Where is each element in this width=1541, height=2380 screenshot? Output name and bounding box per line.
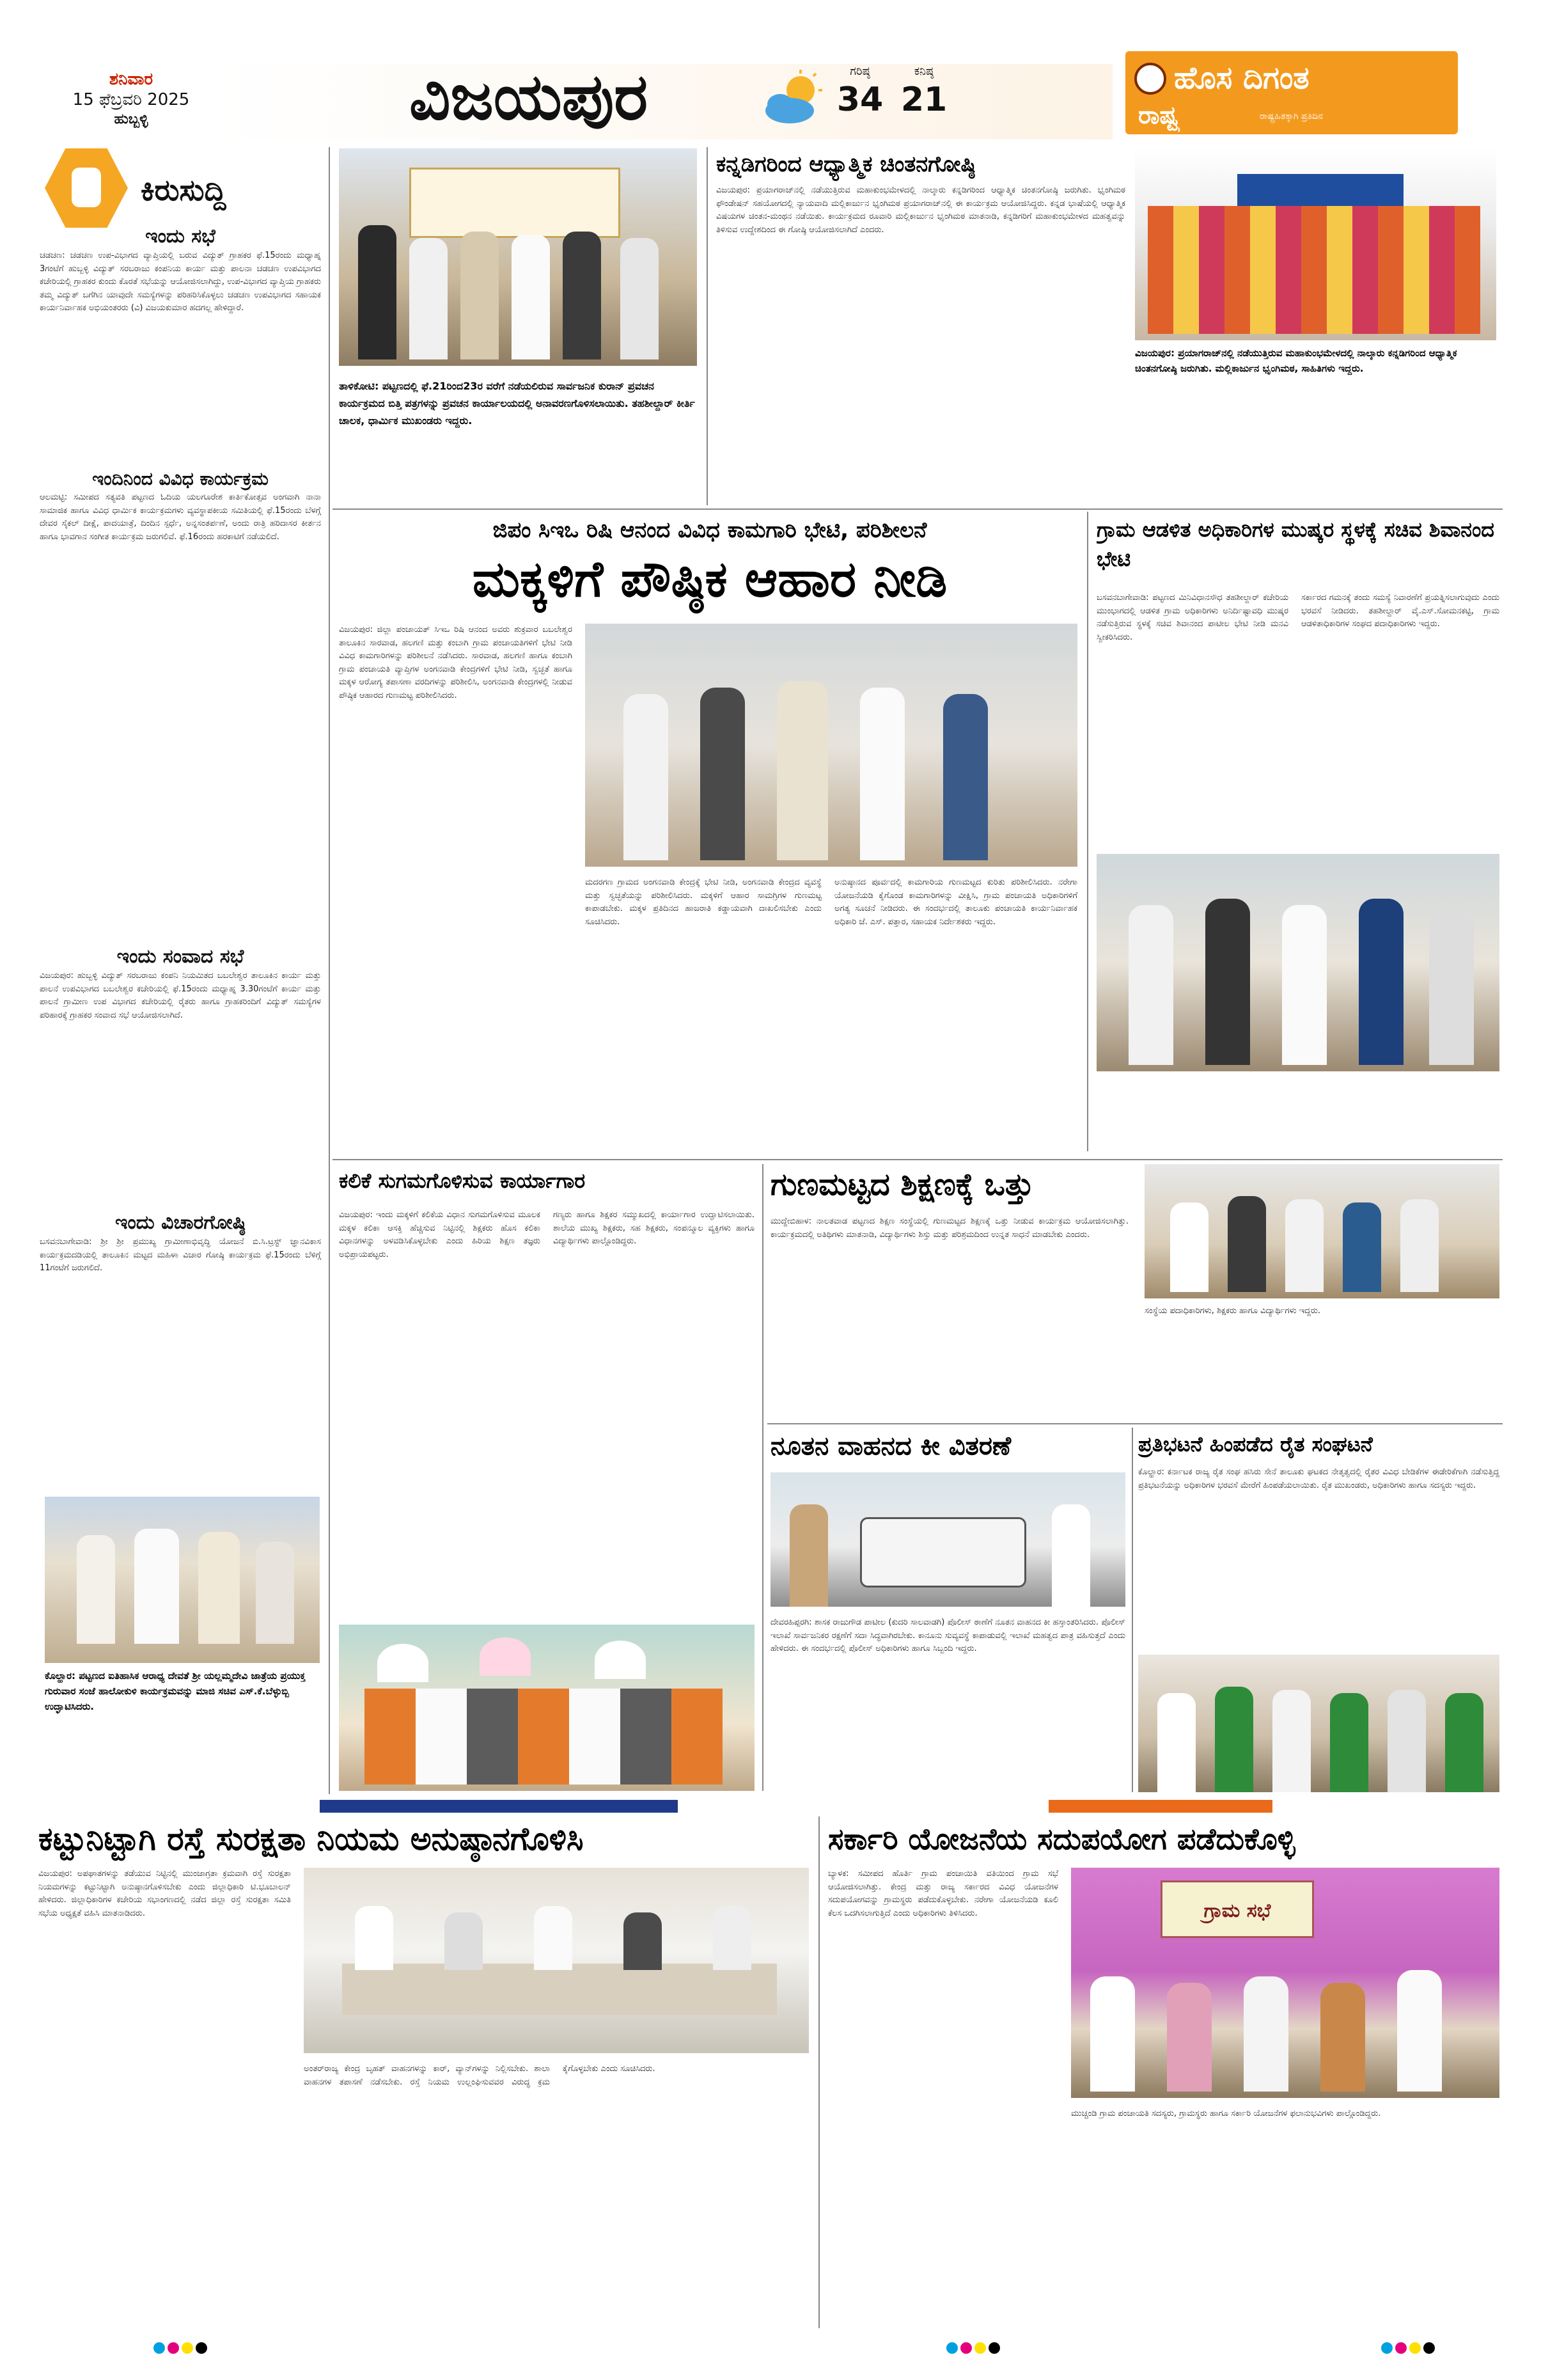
scheme-banner xyxy=(1161,1880,1314,1938)
col-rule-2 xyxy=(707,147,708,505)
brief-4 xyxy=(40,1210,321,1492)
minister-story xyxy=(1097,515,1499,1155)
quality-caption: ಸಂಸ್ಥೆಯ ಪದಾಧಿಕಾರಿಗಳು, ಶಿಕ್ಷಕರು ಹಾಗೂ ವಿದ್ಯಾರ್ಥಿಗಳು ಇದ್ದರು. xyxy=(1145,1306,1321,1316)
band-left xyxy=(320,1800,678,1813)
school-photo xyxy=(339,1625,755,1791)
brief-2 xyxy=(40,467,321,940)
brief-3-body: ವಿಜಯಪುರ: ಹುಬ್ಬಳ್ಳಿ ವಿದ್ಯುತ್ ಸರಬರಾಜು ಕಂಪನಿ ನಿಯಮಿತದ ಬಬಲೇಶ್ವರ ತಾಲೂಕಿನ ಕಾರ್ಯ ಮತ್ತು ಪಾಲನೆ ಉಪವಿಭಾಗದ ಬಬಲೇಶ್ವರ ಕಚೇರಿಯಲ್ಲಿ ಫೆ.15ರಂದು ಮಧ್ಯಾಹ್ನ 3.30ಗಂಟೆಗೆ ಕಾರ್ಯ ಮತ್ತು ಪಾಲನೆ ಗ್ರಾಮೀಣ ಉಪ ವಿಭಾಗದ ಕಚೇರಿಯಲ್ಲಿ ರೈತರು ಹಾಗೂ ಗ್ರಾಹಕರಿಂದಿಗೆ ವಿದ್ಯುತ್ ಸಮಸ್ಯೆಗಳ ಪರಿಹಾರಕ್ಕೆ ಗ್ರಾಹಕರ ಸಂವಾದ ಸಭೆ ಆಯೋಜಿಸಲಾಗಿದೆ. xyxy=(40,971,321,1020)
col-rule-4 xyxy=(762,1164,763,1791)
masthead: ವಿಜಯಪುರ xyxy=(409,59,648,134)
farmers-photo xyxy=(1138,1655,1499,1792)
row-rule-3 xyxy=(767,1423,1503,1424)
quality-photo xyxy=(1145,1164,1499,1298)
spiritual-caption: ವಿಜಯಪುರ: ಪ್ರಯಾಗರಾಜ್‌ನಲ್ಲಿ ನಡೆಯುತ್ತಿರುವ ಮಹಾಕುಂಭಮೇಳದಲ್ಲಿ ನಾಲ್ಕಾರು ಕನ್ನಡಿಗರಿಂದ ಆಧ್ಯಾತ್ಮಿಕ ಚಿಂತನಗೋಷ್ಠಿ ಜರುಗಿತು. ಮಲ್ಲಿಕಾರ್ಜುನ ಭೃಂಗಿಮಠ, ಸಾಹಿತಿಗಳು ಇದ್ದರು. xyxy=(1135,347,1457,374)
lead-kicker: ಜಿಪಂ ಸಿಇಒ ರಿಷಿ ಆನಂದ ವಿವಿಧ ಕಾಮಗಾರಿ ಭೇಟಿ, ಪರಿಶೀಲನೆ xyxy=(492,517,927,543)
scheme-body: ಬ್ಯಾಳಕ: ಸಮೀಪದ ಹೊರ್ತಿ ಗ್ರಾಮ ಪಂಚಾಯಿತಿ ವತಿಯಿಂದ ಗ್ರಾಮ ಸಭೆ ಆಯೋಜಿಸಲಾಗಿತ್ತು. ಕೇಂದ್ರ ಮತ್ತು ರಾಜ್ಯ ಸರ್ಕಾರದ ವಿವಿಧ ಯೋಜನೆಗಳ ಸದುಪಯೋಗವನ್ನು ಗ್ರಾಮಸ್ಥರು ಪಡೆದುಕೊಳ್ಳಬೇಕು. ನರೇಗಾ ಯೋಜನೆಯಡಿ ಕೂಲಿ ಕೆಲಸ ಒದಗಿಸಲಾಗುತ್ತಿದೆ ಎಂದು ಅಧಿಕಾರಿಗಳು ತಿಳಿಸಿದರು. xyxy=(828,1869,1058,1918)
school-body-2: ಗಣ್ಯರು ಹಾಗೂ ಶಿಕ್ಷಕರ ಸಮ್ಮುಖದಲ್ಲಿ ಕಾರ್ಯಾಗಾರ ಉದ್ಘಾಟಿಸಲಾಯಿತು. ಶಾಲೆಯ ಮುಖ್ಯ ಶಿಕ್ಷಕರು, ಸಹ ಶಿಕ್ಷಕರು, ಸಂಪನ್ಮೂಲ ವ್ಯಕ್ತಿಗಳು ಹಾಗೂ ವಿದ್ಯಾರ್ಥಿಗಳು ಪಾಲ್ಗೊಂಡಿದ್ದರು. xyxy=(553,1210,755,1246)
row-rule-2 xyxy=(332,1159,1503,1160)
vehicle-head: ನೂತನ ವಾಹನದ ಕೀ ವಿತರಣೆ xyxy=(770,1431,1012,1461)
minister-body-2: ಸರ್ಕಾರದ ಗಮನಕ್ಕೆ ತಂದು ಸಮಸ್ಯೆ ನಿವಾರಣೆಗೆ ಪ್ರಯತ್ನಿಸಲಾಗುವುದು ಎಂದು ಭರವಸೆ ನೀಡಿದರು. ತಹಶೀಲ್ದಾರ್ ವೈ.ಎಸ್.ಸೋಮನಕಟ್ಟಿ, ಗ್ರಾಮ ಆಡಳಿತಾಧಿಕಾರಿಗಳ ಸಂಘದ ಪದಾಧಿಕಾರಿಗಳು ಇದ್ದರು. xyxy=(1301,593,1499,629)
row-rule-1 xyxy=(332,508,1503,510)
quality-story xyxy=(770,1164,1499,1420)
weather-icon xyxy=(761,67,825,131)
vehicle-photo xyxy=(770,1472,1125,1607)
talikoti-caption: ತಾಳಿಕೋಟಿ: ಪಟ್ಟಣದಲ್ಲಿ ಫೆ.21ರಿಂದ23ರ ವರೆಗೆ ನಡೆಯಲಿರುವ ಸಾರ್ವಜನಿಕ ಕುರಾನ್ ಪ್ರವಚನ ಕಾರ್ಯಕ್ರಮದ ಬಿತ್ತಿ ಪತ್ರಗಳನ್ನು ಪ್ರವಚನ ಕಾರ್ಯಾಲಯದಲ್ಲಿ ಅನಾವರಣಗೊಳಿಸಲಾಯಿತು. ತಹಶೀಲ್ದಾರ್ ಕೀರ್ತಿ ಚಾಲಕ, ಧಾರ್ಮಿಕ ಮುಖಂಡರು ಇದ್ದರು. xyxy=(339,380,695,427)
col-rule-6 xyxy=(818,1817,820,2328)
brand-logo xyxy=(1125,51,1458,134)
brief-1-head: ಇಂದು ಸಭೆ xyxy=(145,225,215,248)
lead-body-1: ವಿಜಯಪುರ: ಜಿಲ್ಲಾ ಪಂಚಾಯತ್ ಸಿಇಒ ರಿಷಿ ಆನಂದ ಅವರು ಶುಕ್ರವಾರ ಬಬಲೇಶ್ವರ ತಾಲೂಕಿನ ಸಾರವಾಡ, ಹಲಗಣಿ ಮತ್ತು ಕಂಬಾಗಿ ಗ್ರಾಮ ಪಂಚಾಯತಿಗಳಿಗೆ ಭೇಟಿ ನೀಡಿ ವಿವಿಧ ಕಾಮಗಾರಿಗಳನ್ನು ಪರಿಶೀಲನೆ ನಡೆಸಿದರು. ಸಾರವಾಡ, ಹಲಗಣಿ ಹಾಗೂ ಕಂಬಾಗಿ ಗ್ರಾಮ ಪಂಚಾಯತಿ ವ್ಯಾಪ್ತಿಗಳ ಅಂಗನವಾಡಿ ಕೇಂದ್ರಗಳಿಗೆ ಭೇಟಿ ನೀಡಿ, ಸ್ವಚ್ಛತೆ ಹಾಗೂ ಮಕ್ಕಳ ಆರೋಗ್ಯ ತಪಾಸಣಾ ವರದಿಗಳನ್ನು ಪರಿಶೀಲಿಸಿ, ಅಂಗನವಾಡಿ ಕೇಂದ್ರಗಳಲ್ಲಿ ನೀಡುವ ಪೌಷ್ಠಿಕ ಆಹಾರದ ಗುಣಮಟ್ಟ ಪರಿಶೀಲಿಸಿದರು. xyxy=(339,625,572,700)
col-rule-5 xyxy=(1132,1428,1133,1792)
max-label: ಗರಿಷ್ಠ xyxy=(850,65,870,78)
lead-photo xyxy=(585,624,1077,867)
min-temp: 21 xyxy=(900,81,948,119)
col-rule-1 xyxy=(329,147,330,1794)
minister-photo xyxy=(1097,854,1499,1071)
date-box xyxy=(58,69,205,139)
brief-3-head: ಇಂದು ಸಂವಾದ ಸಭೆ xyxy=(116,945,244,968)
day: ಶನಿವಾರ xyxy=(109,70,153,89)
school-story xyxy=(339,1164,755,1791)
hand-icon xyxy=(45,148,128,228)
farmers-body: ಕೊಲ್ಹಾರ: ಕರ್ನಾಟಕ ರಾಜ್ಯ ರೈತ ಸಂಘ ಹಸಿರು ಸೇನೆ ತಾಲೂಕು ಘಟಕದ ನೇತೃತ್ವದಲ್ಲಿ ರೈತರ ವಿವಿಧ ಬೇಡಿಕೆಗಳ ಈಡೇರಿಕೆಗಾಗಿ ನಡೆಸುತ್ತಿದ್ದ ಪ್ರತಿಭಟನೆಯನ್ನು ಅಧಿಕಾರಿಗಳ ಭರವಸೆ ಮೇರೆಗೆ ಹಿಂಪಡೆಯಲಾಯಿತು. ರೈತ ಮುಖಂಡರು, ಅಧಿಕಾರಿಗಳು ಹಾಗೂ ಸದಸ್ಯರು ಇದ್ದರು. xyxy=(1138,1467,1499,1490)
kiru-sudhi-logo xyxy=(45,148,313,232)
scheme-body-2: ಮುಚ್ಚಂಡಿ ಗ್ರಾಮ ಪಂಚಾಯತಿ ಸದಸ್ಯರು, ಗ್ರಾಮಸ್ಥರು ಹಾಗೂ ಸರ್ಕಾರಿ ಯೋಜನೆಗಳ ಫಲಾನುಭವಿಗಳು ಪಾಲ್ಗೊಂಡಿದ್ದರು. xyxy=(1071,2109,1381,2118)
brief-4-head: ಇಂದು ವಿಚಾರಗೋಷ್ಠಿ xyxy=(114,1211,246,1234)
min-temp-box xyxy=(895,64,953,134)
max-temp-box xyxy=(831,64,889,134)
brief-1-body: ಚಡಚಣ: ಚಡಚಣ ಉಪ-ವಿಭಾಗದ ವ್ಯಾಪ್ತಿಯಲ್ಲಿ ಬರುವ ವಿದ್ಯುತ್ ಗ್ರಾಹಕರ ಫೆ.15ರಂದು ಮಧ್ಯಾಹ್ನ 3ಗಂಟೆಗೆ ಹುಬ್ಬಳ್ಳಿ ವಿದ್ಯುತ್ ಸರಬರಾಜು ಕಂಪನಿಯ ಕಾರ್ಯ ಮತ್ತು ಪಾಲನಾ ಚಡಚಣ ಉಪವಿಭಾಗದ ಕಚೇರಿಯಲ್ಲಿ ಗ್ರಾಹಕರ ಕುಂದು ಕೊರತೆ ಸಭೆಯನ್ನು ಆಯೋಜಿಸಲಾಗಿದ್ದು, ಉಪ-ವಿಭಾಗದ ವ್ಯಾಪ್ತಿಯ ಗ್ರಾಹಕರು ತಮ್ಮ ವಿದ್ಯುತ್ ಬಗೆಗಿನ ಯಾವುದೇ ಸಮಸ್ಯೆಗಳನ್ನು ಪರಿಹರಿಸಿಕೊಳ್ಳಲು ಚಡಚಣ ಉಪವಿಭಾಗದ ಸಹಾಯಕ ಕಾರ್ಯನಿರ್ವಾಹಕ ಅಭಿಯಂತರರು (ವಿ) ವಿಜಯಕುಮಾರ ಹದಗಲ್ಲ ಹೇಳಿದ್ದಾರೆ. xyxy=(40,251,321,313)
band-right xyxy=(1049,1800,1272,1813)
spiritual-photo xyxy=(1135,148,1496,340)
vehicle-story xyxy=(770,1428,1125,1792)
road-head: ಕಟ್ಟುನಿಟ್ಟಾಗಿ ರಸ್ತೆ ಸುರಕ್ಷತಾ ನಿಯಮ ಅನುಷ್ಠಾನಗೊಳಿಸಿ xyxy=(38,1820,584,1857)
talikoti-photo xyxy=(339,148,697,366)
header xyxy=(0,0,1541,144)
print-marks-left xyxy=(153,2342,230,2358)
lead-body-2: ಮದರಗಣ ಗ್ರಾಮದ ಅಂಗನವಾಡಿ ಕೇಂದ್ರಕ್ಕೆ ಭೇಟಿ ನೀಡಿ, ಅಂಗನವಾಡಿ ಕೇಂದ್ರದ ವ್ಯವಸ್ಥೆ ಮತ್ತು ಸ್ವಚ್ಛತೆಯನ್ನು ಪರಿಶೀಲಿಸಿದರು. ಮಕ್ಕಳಿಗೆ ಆಹಾರ ಸಾಮಗ್ರಿಗಳ ಗುಣಮಟ್ಟ ಕಾಪಾಡಬೇಕು. ಮಕ್ಕಳ ಪ್ರತಿದಿನದ ಹಾಜರಾತಿ ಕಡ್ಡಾಯವಾಗಿ ದಾಖಲಿಸಬೇಕು ಎಂದು ಸೂಚಿಸಿದರು. xyxy=(585,878,822,927)
lead-body-3: ಅನುಷ್ಠಾನದ ಪೂರ್ವದಲ್ಲಿ ಕಾಮಗಾರಿಯ ಗುಣಮಟ್ಟದ ಕುರಿತು ಪರಿಶೀಲಿಸಿದರು. ನರೇಗಾ ಯೋಜನೆಯಡಿ ಕೈಗೊಂಡ ಕಾಮಗಾರಿಗಳನ್ನು ವೀಕ್ಷಿಸಿ, ಗ್ರಾಮ ಪಂಚಾಯತಿ ಅಧಿಕಾರಿಗಳಿಗೆ ಅಗತ್ಯ ಸೂಚನೆ ನೀಡಿದರು. ಈ ಸಂದರ್ಭದಲ್ಲಿ ತಾಲೂಕು ಪಂಚಾಯತಿ ಕಾರ್ಯನಿರ್ವಾಹಕ ಅಧಿಕಾರಿ ಜೆ. ಎಸ್. ಪತ್ತಾರ, ಸಹಾಯಕ ನಿರ್ದೇಶಕರು ಇದ್ದರು. xyxy=(834,878,1077,927)
school-head: ಕಲಿಕೆ ಸುಗಮಗೊಳಿಸುವ ಕಾರ್ಯಾಗಾರ xyxy=(339,1169,586,1193)
vehicle-body: ದೇವರಹಿಪ್ಪರಗಿ: ಶಾಸಕ ರಾಜುಗೌಡ ಪಾಟೀಲ (ಕುದರಿ ಸಾಲವಾಡಗಿ) ಪೊಲೀಸ್ ಠಾಣೆಗೆ ನೂತನ ವಾಹನದ ಕೀ ಹಸ್ತಾಂತರಿಸಿದರು. ಪೊಲೀಸ್ ಇಲಾಖೆ ಸಾರ್ವಜನಿಕರ ರಕ್ಷಣೆಗೆ ಸದಾ ಸಿದ್ಧವಾಗಿರಬೇಕು. ಕಾನೂನು ಸುವ್ಯವಸ್ಥೆ ಕಾಪಾಡುವಲ್ಲಿ ಇಲಾಖೆ ಮಹತ್ವದ ಪಾತ್ರ ವಹಿಸುತ್ತದೆ ಎಂದು ಹೇಳಿದರು. ಈ ಸಂದರ್ಭದಲ್ಲಿ ಪೊಲೀಸ್ ಅಧಿಕಾರಿಗಳು ಹಾಗೂ ಸಿಬ್ಬಂದಿ ಇದ್ದರು. xyxy=(770,1618,1125,1653)
brand-emblem-icon xyxy=(1134,63,1166,95)
quality-body: ಮುದ್ದೇಬಿಹಾಳ: ನಾಲತವಾಡ ಪಟ್ಟಣದ ಶಿಕ್ಷಣ ಸಂಸ್ಥೆಯಲ್ಲಿ ಗುಣಮಟ್ಟದ ಶಿಕ್ಷಣಕ್ಕೆ ಒತ್ತು ನೀಡುವ ಕಾರ್ಯಕ್ರಮ ಆಯೋಜಿಸಲಾಗಿತ್ತು. ಕಾರ್ಯಕ್ರಮದಲ್ಲಿ ಅತಿಥಿಗಳು ಮಾತನಾಡಿ, ವಿದ್ಯಾರ್ಥಿಗಳು ಶಿಸ್ತು ಮತ್ತು ಪರಿಶ್ರಮದಿಂದ ಉನ್ನತ ಸಾಧನೆ ಮಾಡಬೇಕು ಎಂದರು. xyxy=(770,1217,1129,1240)
kiru-sudhi-title: ಕಿರುಸುದ್ದಿ xyxy=(141,173,226,207)
spiritual-body: ವಿಜಯಪುರ: ಪ್ರಯಾಗರಾಜ್‌ನಲ್ಲಿ ನಡೆಯುತ್ತಿರುವ ಮಹಾಕುಂಭಮೇಳದಲ್ಲಿ ನಾಲ್ಕಾರು ಕನ್ನಡಿಗರಿಂದ ಆಧ್ಯಾತ್ಮಿಕ ಚಿಂತನಗೋಷ್ಠಿ ಜರುಗಿತು. ಭೃಂಗಿಮಠ ಫೌಂಡೇಷನ್ ಸಹಯೋಗದಲ್ಲಿ ನ್ಯಾಯವಾದಿ ಮಲ್ಲಿಕಾರ್ಜುನ ಭೃಂಗಿಮಠ ಪ್ರಯಾಗರಾಜ್‌ನಲ್ಲಿ ಈ ಕಾರ್ಯಕ್ರಮ ಆಯೋಜಿಸಿದ್ದರು. ಕನ್ನಡ ಭಾಷೆಯಲ್ಲಿ ಆಧ್ಯಾತ್ಮಿಕ ವಿಷಯಗಳ ಚಿಂತನ-ಮಂಥನ ನಡೆಯಿತು. ಕಾರ್ಯಕ್ರಮದ ರೂವಾರಿ ಮಲ್ಲಿಕಾರ್ಜುನ ಭೃಂಗಿಮಠ ಮಾತನಾಡಿ, ಕನ್ನಡಿಗರಿಗೆ ಮಹಾಕುಂಭಮೇಳದ ಮಹತ್ವವನ್ನು ತಿಳಿಸುವ ಉದ್ದೇಶದಿಂದ ಈ ಗೋಷ್ಠಿ ಆಯೋಜಿಸಲಾಗಿದೆ ಎಂದರು. xyxy=(716,185,1125,235)
road-body-1: ವಿಜಯಪುರ: ಅಪಘಾತಗಳನ್ನು ತಡೆಯುವ ನಿಟ್ಟಿನಲ್ಲಿ ಮುಂಜಾಗ್ರತಾ ಕ್ರಮವಾಗಿ ರಸ್ತೆ ಸುರಕ್ಷತಾ ನಿಯಮಗಳನ್ನು ಕಟ್ಟುನಿಟ್ಟಾಗಿ ಅನುಷ್ಠಾನಗೊಳಿಸಬೇಕು ಎಂದು ಜಿಲ್ಲಾಧಿಕಾರಿ ಟಿ.ಭೂಬಾಲನ್ ಹೇಳಿದರು. ಜಿಲ್ಲಾಧಿಕಾರಿಗಳ ಕಚೇರಿಯ ಸಭಾಂಗಣದಲ್ಲಿ ನಡೆದ ಜಿಲ್ಲಾ ರಸ್ತೆ ಸುರಕ್ಷತಾ ಸಮಿತಿ ಸಭೆಯ ಅಧ್ಯಕ್ಷತೆ ವಹಿಸಿ ಮಾತನಾಡಿದರು. xyxy=(38,1869,291,1918)
date: 15 ಫೆಬ್ರವರಿ 2025 xyxy=(72,90,190,109)
brief-1 xyxy=(40,224,321,493)
city: ಹುಬ್ಬಳ್ಳಿ xyxy=(114,111,148,127)
print-marks-center xyxy=(946,2342,1023,2358)
brand-name: ಹೊಸ ದಿಗಂತ xyxy=(1174,60,1310,96)
brand-tagline: ರಾಷ್ಟ್ರಹಿತಕ್ಕಾಗಿ ಪ್ರತಿದಿನ xyxy=(1260,111,1323,122)
brief-3 xyxy=(40,944,321,1219)
col-rule-3 xyxy=(1087,512,1088,1151)
brief-photo-caption: ಕೊಲ್ಹಾರ: ಪಟ್ಟಣದ ಐತಿಹಾಸಿಕ ಆರಾಧ್ಯ ದೇವತೆ ಶ್ರೀ ಯಲ್ಲಮ್ಮದೇವಿ ಜಾತ್ರೆಯ ಪ್ರಯುಕ್ತ ಗುರುವಾರ ಸಂಜೆ ಹಾಲೋಕುಳಿ ಕಾರ್ಯಕ್ರಮವನ್ನು ಮಾಜಿ ಸಚಿವ ಎಸ್.ಕೆ.ಬೆಳ್ಳುಬ್ಬಿ ಉದ್ಘಾಟಿಸಿದರು. xyxy=(45,1670,306,1712)
lead-story xyxy=(339,515,1081,1155)
road-photo xyxy=(304,1868,809,2053)
print-marks-right xyxy=(1381,2342,1458,2358)
max-temp: 34 xyxy=(836,81,884,119)
road-body-2: ಅಂತರ್‌ರಾಜ್ಯ ಕೇಂದ್ರ ಬೃಹತ್ ವಾಹನಗಳನ್ನು ಕಾರ್, ವ್ಯಾನ್‌ಗಳನ್ನು ನಿಲ್ಲಿಸಬೇಕು. ಶಾಲಾ ವಾಹನಗಳ ತಪಾಸಣೆ ನಡೆಸಬೇಕು. ರಸ್ತೆ ನಿಯಮ ಉಲ್ಲಂಘಿಸುವವರ ವಿರುದ್ಧ ಕ್ರಮ ಕೈಗೊಳ್ಳಬೇಕು ಎಂದು ಸೂಚಿಸಿದರು. xyxy=(304,2064,655,2087)
lead-headline: ಮಕ್ಕಳಿಗೆ ಪೌಷ್ಠಿಕ ಆಹಾರ ನೀಡಿ xyxy=(472,551,948,608)
road-story xyxy=(38,1817,812,2328)
scheme-photo xyxy=(1071,1868,1499,2098)
minister-body-1: ಬಸವನಬಾಗೇವಾಡಿ: ಪಟ್ಟಣದ ಮಿನಿವಿಧಾನಸೌಧ ತಹಶೀಲ್ದಾರ್ ಕಚೇರಿಯ ಮುಂಭಾಗದಲ್ಲಿ ಆಡಳಿತ ಗ್ರಾಮ ಅಧಿಕಾರಿಗಳು ಅನಿರ್ದಿಷ್ಟಾವಧಿ ಮುಷ್ಕರ ನಡೆಸುತ್ತಿರುವ ಸ್ಥಳಕ್ಕೆ ಸಚಿವ ಶಿವಾನಂದ ಪಾಟೀಲ ಭೇಟಿ ನೀಡಿ ಮನವಿ ಸ್ವೀಕರಿಸಿದರು. xyxy=(1097,593,1288,642)
farmers-story xyxy=(1138,1428,1499,1792)
brief-4-body: ಬಸವನಬಾಗೇವಾಡಿ: ಶ್ರೀ ಶ್ರೀ ಪ್ರಮುಖ್ಯ ಗ್ರಾಮೀಣಾಭಿವೃದ್ಧಿ ಯೋಜನೆ ಬಿ.ಸಿ.ಟ್ರಸ್ಟ್ ಜ್ಞಾನವಿಕಾಸ ಕಾರ್ಯಕ್ರಮದಡಿಯಲ್ಲಿ ತಾಲೂಕಿನ ಮಟ್ಟದ ಮಹಿಳಾ ವಿಚಾರ ಗೋಷ್ಠಿ ಕಾರ್ಯಕ್ರಮ ಫೆ.15ರಂದು ಬೆಳಿಗ್ಗೆ 11ಗಂಟೆಗೆ ಜರುಗಲಿದೆ. xyxy=(40,1237,321,1273)
min-label: ಕನಿಷ್ಠ xyxy=(914,65,934,78)
school-body-1: ವಿಜಯಪುರ: ಇಂದು ಮಕ್ಕಳಿಗೆ ಕಲಿಕೆಯ ವಿಧಾನ ಸುಗಮಗೊಳಿಸುವ ಮೂಲಕ ಮಕ್ಕಳ ಕಲಿಕಾ ಆಸಕ್ತಿ ಹೆಚ್ಚಿಸುವ ನಿಟ್ಟಿನಲ್ಲಿ ಶಿಕ್ಷಕರು ಹೊಸ ಕಲಿಕಾ ವಿಧಾನಗಳನ್ನು ಅಳವಡಿಸಿಕೊಳ್ಳಬೇಕು ಎಂದು ಹಿರಿಯ ಶಿಕ್ಷಣ ತಜ್ಞರು ಅಭಿಪ್ರಾಯಪಟ್ಟರು. xyxy=(339,1210,540,1259)
spiritual-story xyxy=(716,148,1125,507)
quality-head: ಗುಣಮಟ್ಟದ ಶಿಕ್ಷಣಕ್ಕೆ ಒತ್ತು xyxy=(770,1167,1034,1202)
brief-2-body: ಆಲಮಟ್ಟಿ: ಸಮೀಪದ ಸತ್ಯವತಿ ಪಟ್ಟಣದ ಓದಿಯ ಯಲಗೂರೇಶ ಕಾರ್ತಿಕೋತ್ಸವ ಅಂಗವಾಗಿ ನಾನಾ ಸಾಮಾಜಿಕ ಹಾಗೂ ವಿವಿಧ ಧಾರ್ಮಿಕ ಕಾರ್ಯಕ್ರಮಗಳು ವ್ಯವಸ್ಥಾಪಕೀಯ ಸಮಿತಿಯಲ್ಲಿ ಫೆ.15ರಂದು ಬೆಳಗ್ಗೆ ದೇವರ ಸೈಕಲ್ ದೀಕ್ಷೆ, ಪಾದಯಾತ್ರೆ, ದಿಂದಿನ ಸ್ಪರ್ಧೆ, ಅನ್ನಸಂತರ್ಪಣೆ, ಅಂದು ರಾತ್ರಿ ಹರಿದಾಸರ ಕೀರ್ತನ ಹಾಗೂ ಭಾವಗಾನ ಸಂಗೀತ ಕಾರ್ಯಕ್ರಮ ಜರುಗಲಿವೆ. ಫೆ.16ರಂದು ಹರಕಾಟಿಗೆ ನಡೆಯಲಿದೆ. xyxy=(40,493,321,542)
scheme-head: ಸರ್ಕಾರಿ ಯೋಜನೆಯ ಸದುಪಯೋಗ ಪಡೆದುಕೊಳ್ಳಿ xyxy=(828,1822,1295,1856)
scheme-banner-text: ಗ್ರಾಮ ಸಭೆ xyxy=(1203,1900,1271,1922)
scheme-story xyxy=(828,1817,1499,2328)
brief-photo xyxy=(45,1497,320,1663)
spiritual-head: ಕನ್ನಡಿಗರಿಂದ ಆಧ್ಯಾತ್ಮಿಕ ಚಿಂತನಗೋಷ್ಠಿ xyxy=(716,152,976,177)
brief-2-head: ಇಂದಿನಿಂದ ವಿವಿಧ ಕಾರ್ಯಕ್ರಮ xyxy=(92,468,269,489)
minister-head: ಗ್ರಾಮ ಆಡಳಿತ ಅಧಿಕಾರಿಗಳ ಮುಷ್ಕರ ಸ್ಥಳಕ್ಕೆ ಸಚಿವ ಶಿವಾನಂದ ಭೇಟಿ xyxy=(1097,517,1494,571)
section-name: ರಾಷ್ಟ್ರ xyxy=(1138,101,1179,129)
farmers-head: ಪ್ರತಿಭಟನೆ ಹಿಂಪಡೆದ ರೈತ ಸಂಘಟನೆ xyxy=(1138,1432,1373,1456)
